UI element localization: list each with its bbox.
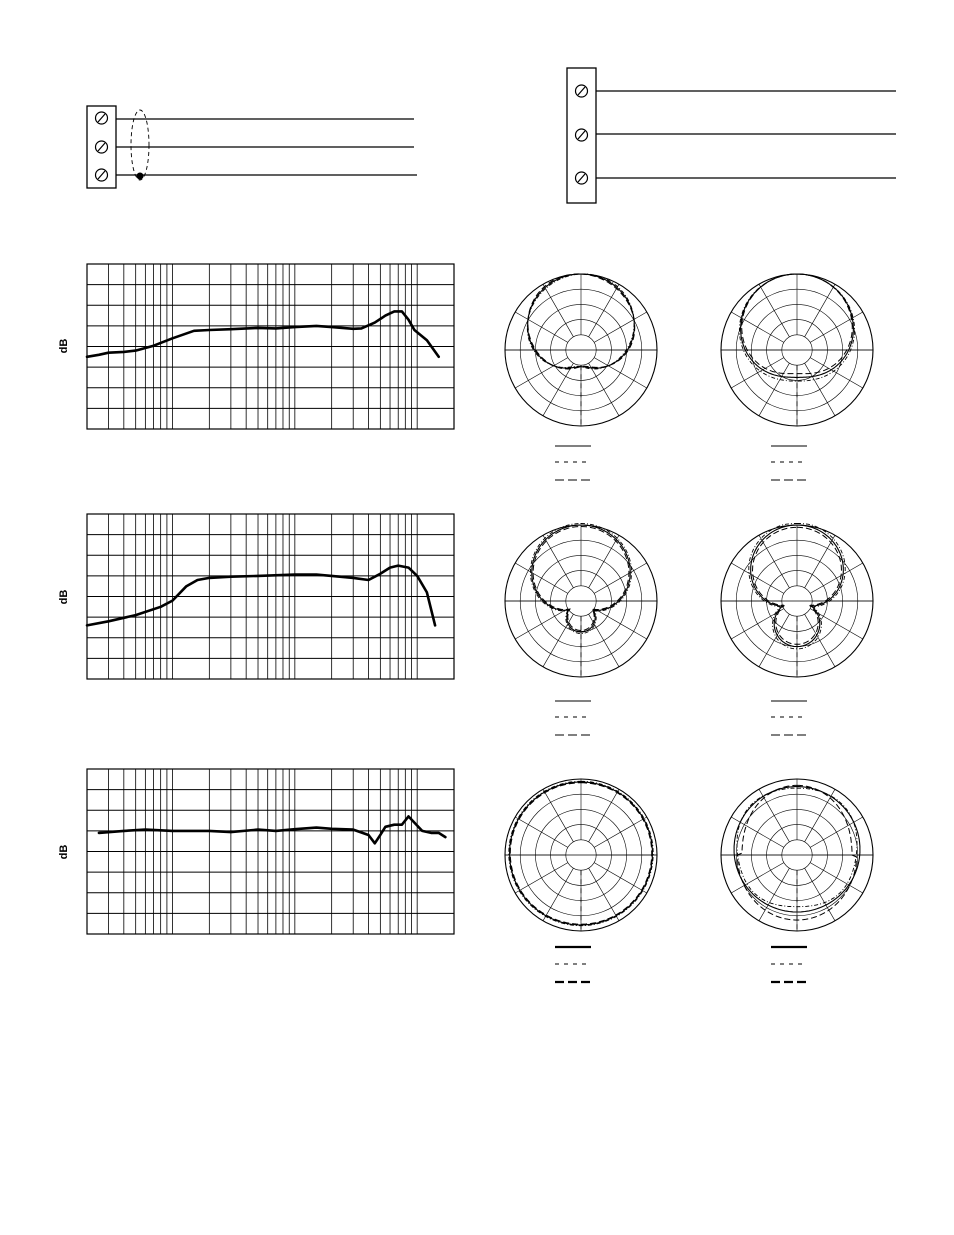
polar-spoke xyxy=(759,284,789,337)
polar-spoke xyxy=(810,563,863,593)
shield-ground-dot xyxy=(137,173,144,180)
polar-spoke xyxy=(594,817,647,847)
polar-spoke xyxy=(515,563,568,593)
wiring-diagram-right xyxy=(567,68,896,203)
polar-legend xyxy=(555,701,591,735)
polar-legend xyxy=(555,446,591,480)
polar-spoke xyxy=(731,817,784,847)
screw-terminal xyxy=(576,85,588,97)
polar-spoke xyxy=(594,863,647,893)
screw-terminal xyxy=(576,129,588,141)
screw-terminal xyxy=(576,172,588,184)
polar-chart xyxy=(721,779,873,982)
cable-shield xyxy=(131,110,149,180)
polar-spoke xyxy=(731,358,784,388)
polar-spoke xyxy=(589,868,619,921)
polar-spoke xyxy=(543,789,573,842)
polar-spoke xyxy=(515,609,568,639)
polar-chart xyxy=(505,274,657,480)
polar-chart xyxy=(505,524,657,736)
polar-spoke xyxy=(515,358,568,388)
polar-spoke xyxy=(731,312,784,342)
polar-spoke xyxy=(515,863,568,893)
y-axis-label: dB xyxy=(58,589,70,605)
polar-spoke xyxy=(594,563,647,593)
wiring-diagram-left xyxy=(87,106,417,188)
polar-spoke xyxy=(759,789,789,842)
polar-legend xyxy=(555,947,591,982)
polar-chart xyxy=(505,779,657,982)
polar-legend xyxy=(771,947,807,982)
polar-spoke xyxy=(759,868,789,921)
polar-spoke xyxy=(594,312,647,342)
polar-chart xyxy=(721,524,873,736)
polar-spoke xyxy=(594,609,647,639)
polar-spoke xyxy=(589,535,619,588)
polar-spoke xyxy=(805,284,835,337)
response-curve xyxy=(87,566,435,626)
y-axis-label: dB xyxy=(58,844,70,860)
response-curve xyxy=(87,311,439,356)
frequency-chart-1 xyxy=(58,264,454,429)
frequency-grid xyxy=(87,514,454,679)
polar-spoke xyxy=(759,363,789,416)
screw-terminal xyxy=(96,141,108,153)
response-curve xyxy=(99,816,446,843)
polar-patterns xyxy=(505,274,873,982)
polar-spoke xyxy=(543,614,573,667)
polar-spoke xyxy=(589,363,619,416)
polar-legend xyxy=(771,701,807,735)
polar-spoke xyxy=(810,817,863,847)
polar-spoke xyxy=(805,363,835,416)
polar-spoke xyxy=(759,535,789,588)
screw-terminal xyxy=(96,169,108,181)
polar-spoke xyxy=(515,817,568,847)
polar-legend xyxy=(771,446,807,480)
polar-spoke xyxy=(805,868,835,921)
frequency-chart-3 xyxy=(58,769,454,934)
polar-spoke xyxy=(810,863,863,893)
polar-spoke xyxy=(543,363,573,416)
polar-spoke xyxy=(805,789,835,842)
frequency-grid xyxy=(87,264,454,429)
polar-spoke xyxy=(805,535,835,588)
polar-spoke xyxy=(543,535,573,588)
y-axis-label: dB xyxy=(58,338,70,354)
polar-spoke xyxy=(810,312,863,342)
polar-spoke xyxy=(589,284,619,337)
screw-terminal xyxy=(96,112,108,124)
polar-spoke xyxy=(594,358,647,388)
polar-spoke xyxy=(589,789,619,842)
frequency-chart-2 xyxy=(58,514,454,679)
polar-spoke xyxy=(731,863,784,893)
polar-spoke xyxy=(731,563,784,593)
polar-chart xyxy=(721,274,873,480)
polar-spoke xyxy=(515,312,568,342)
polar-spoke xyxy=(543,868,573,921)
polar-spoke xyxy=(543,284,573,337)
frequency-grid xyxy=(87,769,454,934)
